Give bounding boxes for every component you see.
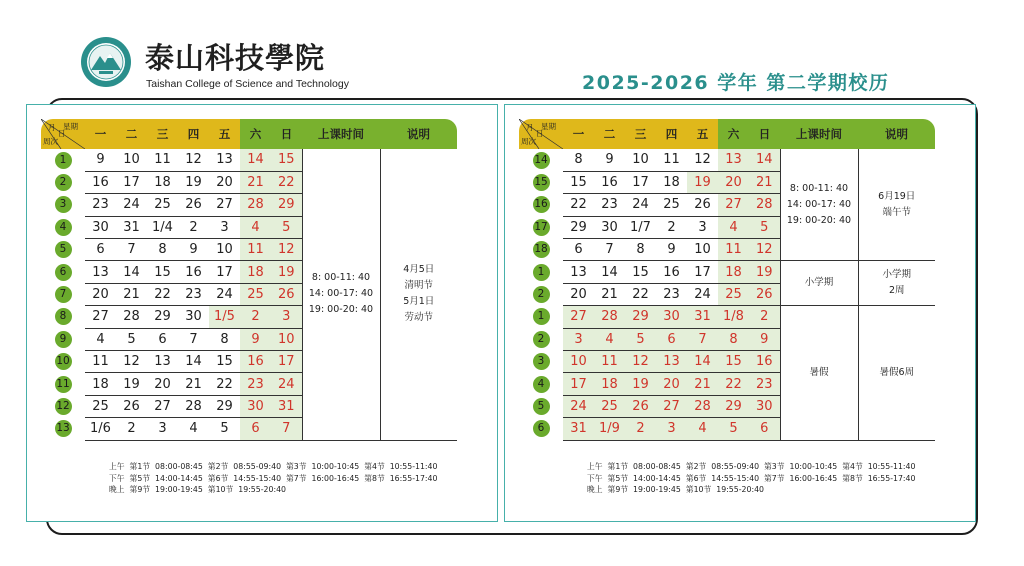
day-cell: 19 [749, 261, 780, 283]
day-cell: 6 [749, 418, 780, 440]
corner-week-label: 星期 [541, 122, 556, 131]
day-cell: 22 [718, 373, 749, 395]
day-cell: 29 [147, 306, 178, 328]
day-cell: 19 [116, 373, 147, 395]
day-header-sun: 日 [271, 119, 302, 149]
week-number-badge: 13 [55, 420, 72, 437]
day-cell: 1/4 [147, 216, 178, 238]
week-number-badge: 16 [533, 196, 550, 213]
day-cell: 10 [563, 351, 594, 373]
day-header-sat: 六 [240, 119, 271, 149]
day-cell: 16 [178, 261, 209, 283]
day-cell: 26 [271, 283, 302, 305]
day-cell: 23 [85, 194, 116, 216]
day-cell: 16 [749, 351, 780, 373]
day-cell: 3 [271, 306, 302, 328]
day-cell: 13 [209, 149, 240, 171]
day-cell: 1/8 [718, 306, 749, 328]
day-cell: 5 [209, 418, 240, 440]
day-cell: 11 [85, 351, 116, 373]
day-cell: 1/5 [209, 306, 240, 328]
week-number-cell [41, 306, 85, 328]
day-cell: 3 [209, 216, 240, 238]
day-cell: 27 [85, 306, 116, 328]
day-cell: 2 [116, 418, 147, 440]
day-cell: 19 [271, 261, 302, 283]
short-term-notes-cell: 小学期 2周 [858, 261, 935, 306]
day-cell: 18 [85, 373, 116, 395]
day-cell: 25 [718, 283, 749, 305]
day-cell: 9 [85, 149, 116, 171]
week-number-cell [41, 149, 85, 171]
day-cell: 5 [116, 328, 147, 350]
day-cell: 15 [209, 351, 240, 373]
day-cell: 24 [687, 283, 718, 305]
week-number-cell [519, 261, 563, 283]
day-cell: 23 [178, 283, 209, 305]
week-number-cell [41, 171, 85, 193]
day-cell: 17 [116, 171, 147, 193]
day-cell: 3 [656, 418, 687, 440]
notes-header: 说明 [858, 119, 935, 149]
day-cell: 14 [594, 261, 625, 283]
day-cell: 9 [749, 328, 780, 350]
day-cell: 19 [625, 373, 656, 395]
day-cell: 2 [749, 306, 780, 328]
notes-cell: 4月5日 清明节 5月1日 劳动节 [380, 149, 457, 440]
day-cell: 21 [240, 171, 271, 193]
day-cell: 30 [656, 306, 687, 328]
day-cell: 21 [749, 171, 780, 193]
day-cell: 12 [687, 149, 718, 171]
day-cell: 12 [178, 149, 209, 171]
calendar-panel-left [26, 104, 498, 522]
day-cell: 11 [718, 239, 749, 261]
day-cell: 31 [687, 306, 718, 328]
day-header-fri: 五 [687, 119, 718, 149]
day-cell: 6 [85, 239, 116, 261]
table-row [519, 261, 935, 283]
week-number-badge: 12 [55, 398, 72, 415]
day-cell: 7 [594, 239, 625, 261]
day-cell: 29 [563, 216, 594, 238]
week-number-badge: 5 [55, 241, 72, 258]
corner-header [41, 119, 85, 149]
day-cell: 5 [271, 216, 302, 238]
day-cell: 6 [240, 418, 271, 440]
day-cell: 30 [240, 395, 271, 417]
corner-period-label: 周次 [43, 137, 58, 146]
school-logo-icon [80, 36, 132, 88]
day-cell: 29 [718, 395, 749, 417]
day-cell: 20 [147, 373, 178, 395]
day-cell: 15 [718, 351, 749, 373]
week-number-badge: 18 [533, 241, 550, 258]
day-cell: 10 [625, 149, 656, 171]
day-cell: 23 [656, 283, 687, 305]
week-number-badge: 7 [55, 286, 72, 303]
day-cell: 23 [749, 373, 780, 395]
day-cell: 26 [625, 395, 656, 417]
day-cell: 14 [687, 351, 718, 373]
day-cell: 21 [594, 283, 625, 305]
week-number-cell [41, 328, 85, 350]
week-number-cell [41, 395, 85, 417]
week-number-badge: 11 [55, 376, 72, 393]
corner-month-label: 月 [48, 123, 56, 132]
day-cell: 6 [563, 239, 594, 261]
day-cell: 19 [178, 171, 209, 193]
day-cell: 26 [116, 395, 147, 417]
day-cell: 29 [625, 306, 656, 328]
day-cell: 21 [116, 283, 147, 305]
week-number-badge: 14 [533, 152, 550, 169]
day-cell: 27 [563, 306, 594, 328]
day-cell: 18 [240, 261, 271, 283]
week-number-cell [41, 373, 85, 395]
day-cell: 12 [749, 239, 780, 261]
day-cell: 14 [178, 351, 209, 373]
day-cell: 26 [178, 194, 209, 216]
day-cell: 20 [563, 283, 594, 305]
day-cell: 4 [240, 216, 271, 238]
day-header-mon: 一 [563, 119, 594, 149]
day-cell: 1/7 [625, 216, 656, 238]
day-cell: 2 [178, 216, 209, 238]
week-number-badge: 1 [533, 308, 550, 325]
day-cell: 13 [656, 351, 687, 373]
day-cell: 9 [594, 149, 625, 171]
day-cell: 4 [178, 418, 209, 440]
day-cell: 28 [687, 395, 718, 417]
day-cell: 2 [240, 306, 271, 328]
day-cell: 22 [209, 373, 240, 395]
day-cell: 2 [625, 418, 656, 440]
day-cell: 4 [718, 216, 749, 238]
day-cell: 30 [594, 216, 625, 238]
week-number-badge: 9 [55, 331, 72, 348]
day-cell: 24 [209, 283, 240, 305]
week-number-badge: 1 [55, 152, 72, 169]
class-time-cell: 8: 00-11: 40 14: 00-17: 40 19: 00-20: 40 [780, 149, 858, 261]
day-cell: 4 [85, 328, 116, 350]
day-cell: 9 [656, 239, 687, 261]
school-name-en: Taishan College of Science and Technology [146, 78, 349, 90]
summer-break-notes-cell: 暑假6周 [858, 306, 935, 440]
notes-cell: 6月19日 端午节 [858, 149, 935, 261]
table-header-row [519, 119, 935, 149]
day-cell: 8 [625, 239, 656, 261]
corner-period-label: 周次 [521, 137, 536, 146]
week-number-cell [41, 283, 85, 305]
day-cell: 5 [749, 216, 780, 238]
day-cell: 22 [563, 194, 594, 216]
day-cell: 7 [271, 418, 302, 440]
day-cell: 18 [656, 171, 687, 193]
class-time-cell: 8: 00-11: 40 14: 00-17: 40 19: 00-20: 40 [302, 149, 380, 440]
day-cell: 11 [594, 351, 625, 373]
day-cell: 10 [687, 239, 718, 261]
day-cell: 20 [656, 373, 687, 395]
day-cell: 17 [625, 171, 656, 193]
schedule-footnote-left: 上午 第1节 08:00-08:45 第2节 08:55-09:40 第3节 10:00-10:45 第4节 10:55-11:40 下午 第5节 14:00-14:45 第6节 14:55-15:40 第7节 16:00-16:45 第8节 16:55-17:40 晚上 第9节 19:00-19:45 第10节 19:55-20:40 [109, 462, 438, 494]
day-cell: 22 [147, 283, 178, 305]
corner-month-label: 月 [526, 123, 534, 132]
schedule-footnote-right: 上午 第1节 08:00-08:45 第2节 08:55-09:40 第3节 10:00-10:45 第4节 10:55-11:40 下午 第5节 14:00-14:45 第6节 14:55-15:40 第7节 16:00-16:45 第8节 16:55-17:40 晚上 第9节 19:00-19:45 第10节 19:55-20:40 [587, 462, 916, 494]
day-cell: 15 [625, 261, 656, 283]
day-cell: 5 [718, 418, 749, 440]
week-number-badge: 6 [533, 420, 550, 437]
week-number-badge: 4 [533, 376, 550, 393]
day-cell: 16 [85, 171, 116, 193]
day-cell: 28 [594, 306, 625, 328]
day-cell: 31 [271, 395, 302, 417]
week-number-badge: 15 [533, 174, 550, 191]
week-number-cell [519, 418, 563, 440]
day-cell: 23 [240, 373, 271, 395]
day-cell: 24 [271, 373, 302, 395]
day-cell: 20 [209, 171, 240, 193]
day-cell: 28 [240, 194, 271, 216]
page-title: 2025-2026 学年 第二学期校历 [582, 72, 890, 94]
week-number-badge: 2 [533, 331, 550, 348]
week-number-cell [41, 194, 85, 216]
day-cell: 18 [594, 373, 625, 395]
day-cell: 30 [749, 395, 780, 417]
day-cell: 30 [85, 216, 116, 238]
day-header-wed: 三 [625, 119, 656, 149]
day-cell: 22 [625, 283, 656, 305]
week-number-cell [41, 418, 85, 440]
week-number-badge: 4 [55, 219, 72, 236]
day-cell: 21 [687, 373, 718, 395]
day-cell: 7 [687, 328, 718, 350]
day-cell: 14 [116, 261, 147, 283]
day-cell: 13 [718, 149, 749, 171]
day-cell: 13 [563, 261, 594, 283]
day-cell: 8 [718, 328, 749, 350]
day-header-thu: 四 [656, 119, 687, 149]
day-header-sun: 日 [749, 119, 780, 149]
week-number-cell [519, 239, 563, 261]
day-cell: 25 [85, 395, 116, 417]
day-cell: 7 [116, 239, 147, 261]
day-cell: 28 [749, 194, 780, 216]
day-cell: 1/9 [594, 418, 625, 440]
header [0, 0, 1024, 100]
day-cell: 27 [209, 194, 240, 216]
day-cell: 12 [116, 351, 147, 373]
day-cell: 27 [656, 395, 687, 417]
day-header-fri: 五 [209, 119, 240, 149]
week-number-cell [519, 283, 563, 305]
day-cell: 12 [271, 239, 302, 261]
day-header-tue: 二 [594, 119, 625, 149]
week-number-badge: 2 [533, 286, 550, 303]
day-cell: 24 [563, 395, 594, 417]
day-cell: 15 [563, 171, 594, 193]
day-cell: 15 [147, 261, 178, 283]
week-number-badge: 17 [533, 219, 550, 236]
day-cell: 18 [147, 171, 178, 193]
day-cell: 14 [749, 149, 780, 171]
day-cell: 26 [749, 283, 780, 305]
day-cell: 5 [625, 328, 656, 350]
day-cell: 25 [594, 395, 625, 417]
corner-day-label: 日 [536, 129, 544, 138]
notes-header: 说明 [380, 119, 457, 149]
week-number-cell [41, 351, 85, 373]
table-row [519, 149, 935, 171]
day-cell: 31 [563, 418, 594, 440]
week-number-cell [519, 194, 563, 216]
week-number-badge: 2 [55, 174, 72, 191]
day-cell: 14 [240, 149, 271, 171]
day-cell: 27 [147, 395, 178, 417]
calendar-table-left [41, 119, 457, 441]
calendar-table-right [519, 119, 935, 441]
day-cell: 25 [656, 194, 687, 216]
day-cell: 10 [209, 239, 240, 261]
day-cell: 6 [656, 328, 687, 350]
week-number-cell [519, 328, 563, 350]
week-number-cell [519, 149, 563, 171]
day-header-thu: 四 [178, 119, 209, 149]
day-cell: 16 [656, 261, 687, 283]
class-time-header: 上课时间 [302, 119, 380, 149]
week-number-badge: 10 [55, 353, 72, 370]
day-cell: 20 [718, 171, 749, 193]
week-number-cell [519, 216, 563, 238]
day-cell: 13 [147, 351, 178, 373]
week-number-badge: 3 [533, 353, 550, 370]
corner-week-label: 星期 [63, 122, 78, 131]
day-cell: 9 [240, 328, 271, 350]
day-cell: 29 [271, 194, 302, 216]
week-number-cell [41, 216, 85, 238]
day-cell: 1/6 [85, 418, 116, 440]
short-term-cell: 小学期 [780, 261, 858, 306]
day-cell: 9 [178, 239, 209, 261]
day-cell: 28 [116, 306, 147, 328]
school-name-cn: 泰山科技學院 [145, 41, 326, 75]
day-cell: 24 [625, 194, 656, 216]
day-cell: 23 [594, 194, 625, 216]
week-number-badge: 3 [55, 196, 72, 213]
day-cell: 15 [271, 149, 302, 171]
day-cell: 21 [178, 373, 209, 395]
day-cell: 29 [209, 395, 240, 417]
day-cell: 22 [271, 171, 302, 193]
corner-header [519, 119, 563, 149]
day-cell: 10 [116, 149, 147, 171]
day-cell: 19 [687, 171, 718, 193]
day-cell: 24 [116, 194, 147, 216]
week-number-badge: 1 [533, 264, 550, 281]
day-cell: 18 [718, 261, 749, 283]
day-cell: 7 [178, 328, 209, 350]
day-cell: 11 [240, 239, 271, 261]
day-cell: 17 [209, 261, 240, 283]
day-cell: 8 [209, 328, 240, 350]
day-cell: 25 [240, 283, 271, 305]
week-number-badge: 6 [55, 264, 72, 281]
day-cell: 11 [147, 149, 178, 171]
week-number-badge: 5 [533, 398, 550, 415]
week-number-cell [519, 373, 563, 395]
day-cell: 3 [147, 418, 178, 440]
day-cell: 3 [563, 328, 594, 350]
table-header-row [41, 119, 457, 149]
day-cell: 20 [85, 283, 116, 305]
week-number-cell [41, 239, 85, 261]
day-header-sat: 六 [718, 119, 749, 149]
week-number-cell [519, 171, 563, 193]
day-cell: 17 [563, 373, 594, 395]
day-cell: 16 [240, 351, 271, 373]
week-number-cell [519, 306, 563, 328]
day-cell: 17 [271, 351, 302, 373]
day-header-wed: 三 [147, 119, 178, 149]
day-cell: 11 [656, 149, 687, 171]
day-cell: 8 [147, 239, 178, 261]
corner-day-label: 日 [58, 129, 66, 138]
day-cell: 26 [687, 194, 718, 216]
day-cell: 28 [178, 395, 209, 417]
day-cell: 12 [625, 351, 656, 373]
table-row [41, 149, 457, 171]
day-cell: 31 [116, 216, 147, 238]
day-header-tue: 二 [116, 119, 147, 149]
table-row [519, 306, 935, 328]
week-number-cell [41, 261, 85, 283]
day-cell: 8 [563, 149, 594, 171]
day-cell: 16 [594, 171, 625, 193]
day-cell: 2 [656, 216, 687, 238]
day-cell: 10 [271, 328, 302, 350]
day-cell: 4 [594, 328, 625, 350]
day-cell: 30 [178, 306, 209, 328]
week-number-cell [519, 351, 563, 373]
day-cell: 6 [147, 328, 178, 350]
day-header-mon: 一 [85, 119, 116, 149]
day-cell: 4 [687, 418, 718, 440]
calendar-panel-right [504, 104, 976, 522]
day-cell: 3 [687, 216, 718, 238]
week-number-badge: 8 [55, 308, 72, 325]
day-cell: 13 [85, 261, 116, 283]
summer-break-cell: 暑假 [780, 306, 858, 440]
class-time-header: 上课时间 [780, 119, 858, 149]
day-cell: 27 [718, 194, 749, 216]
day-cell: 25 [147, 194, 178, 216]
week-number-cell [519, 395, 563, 417]
day-cell: 17 [687, 261, 718, 283]
